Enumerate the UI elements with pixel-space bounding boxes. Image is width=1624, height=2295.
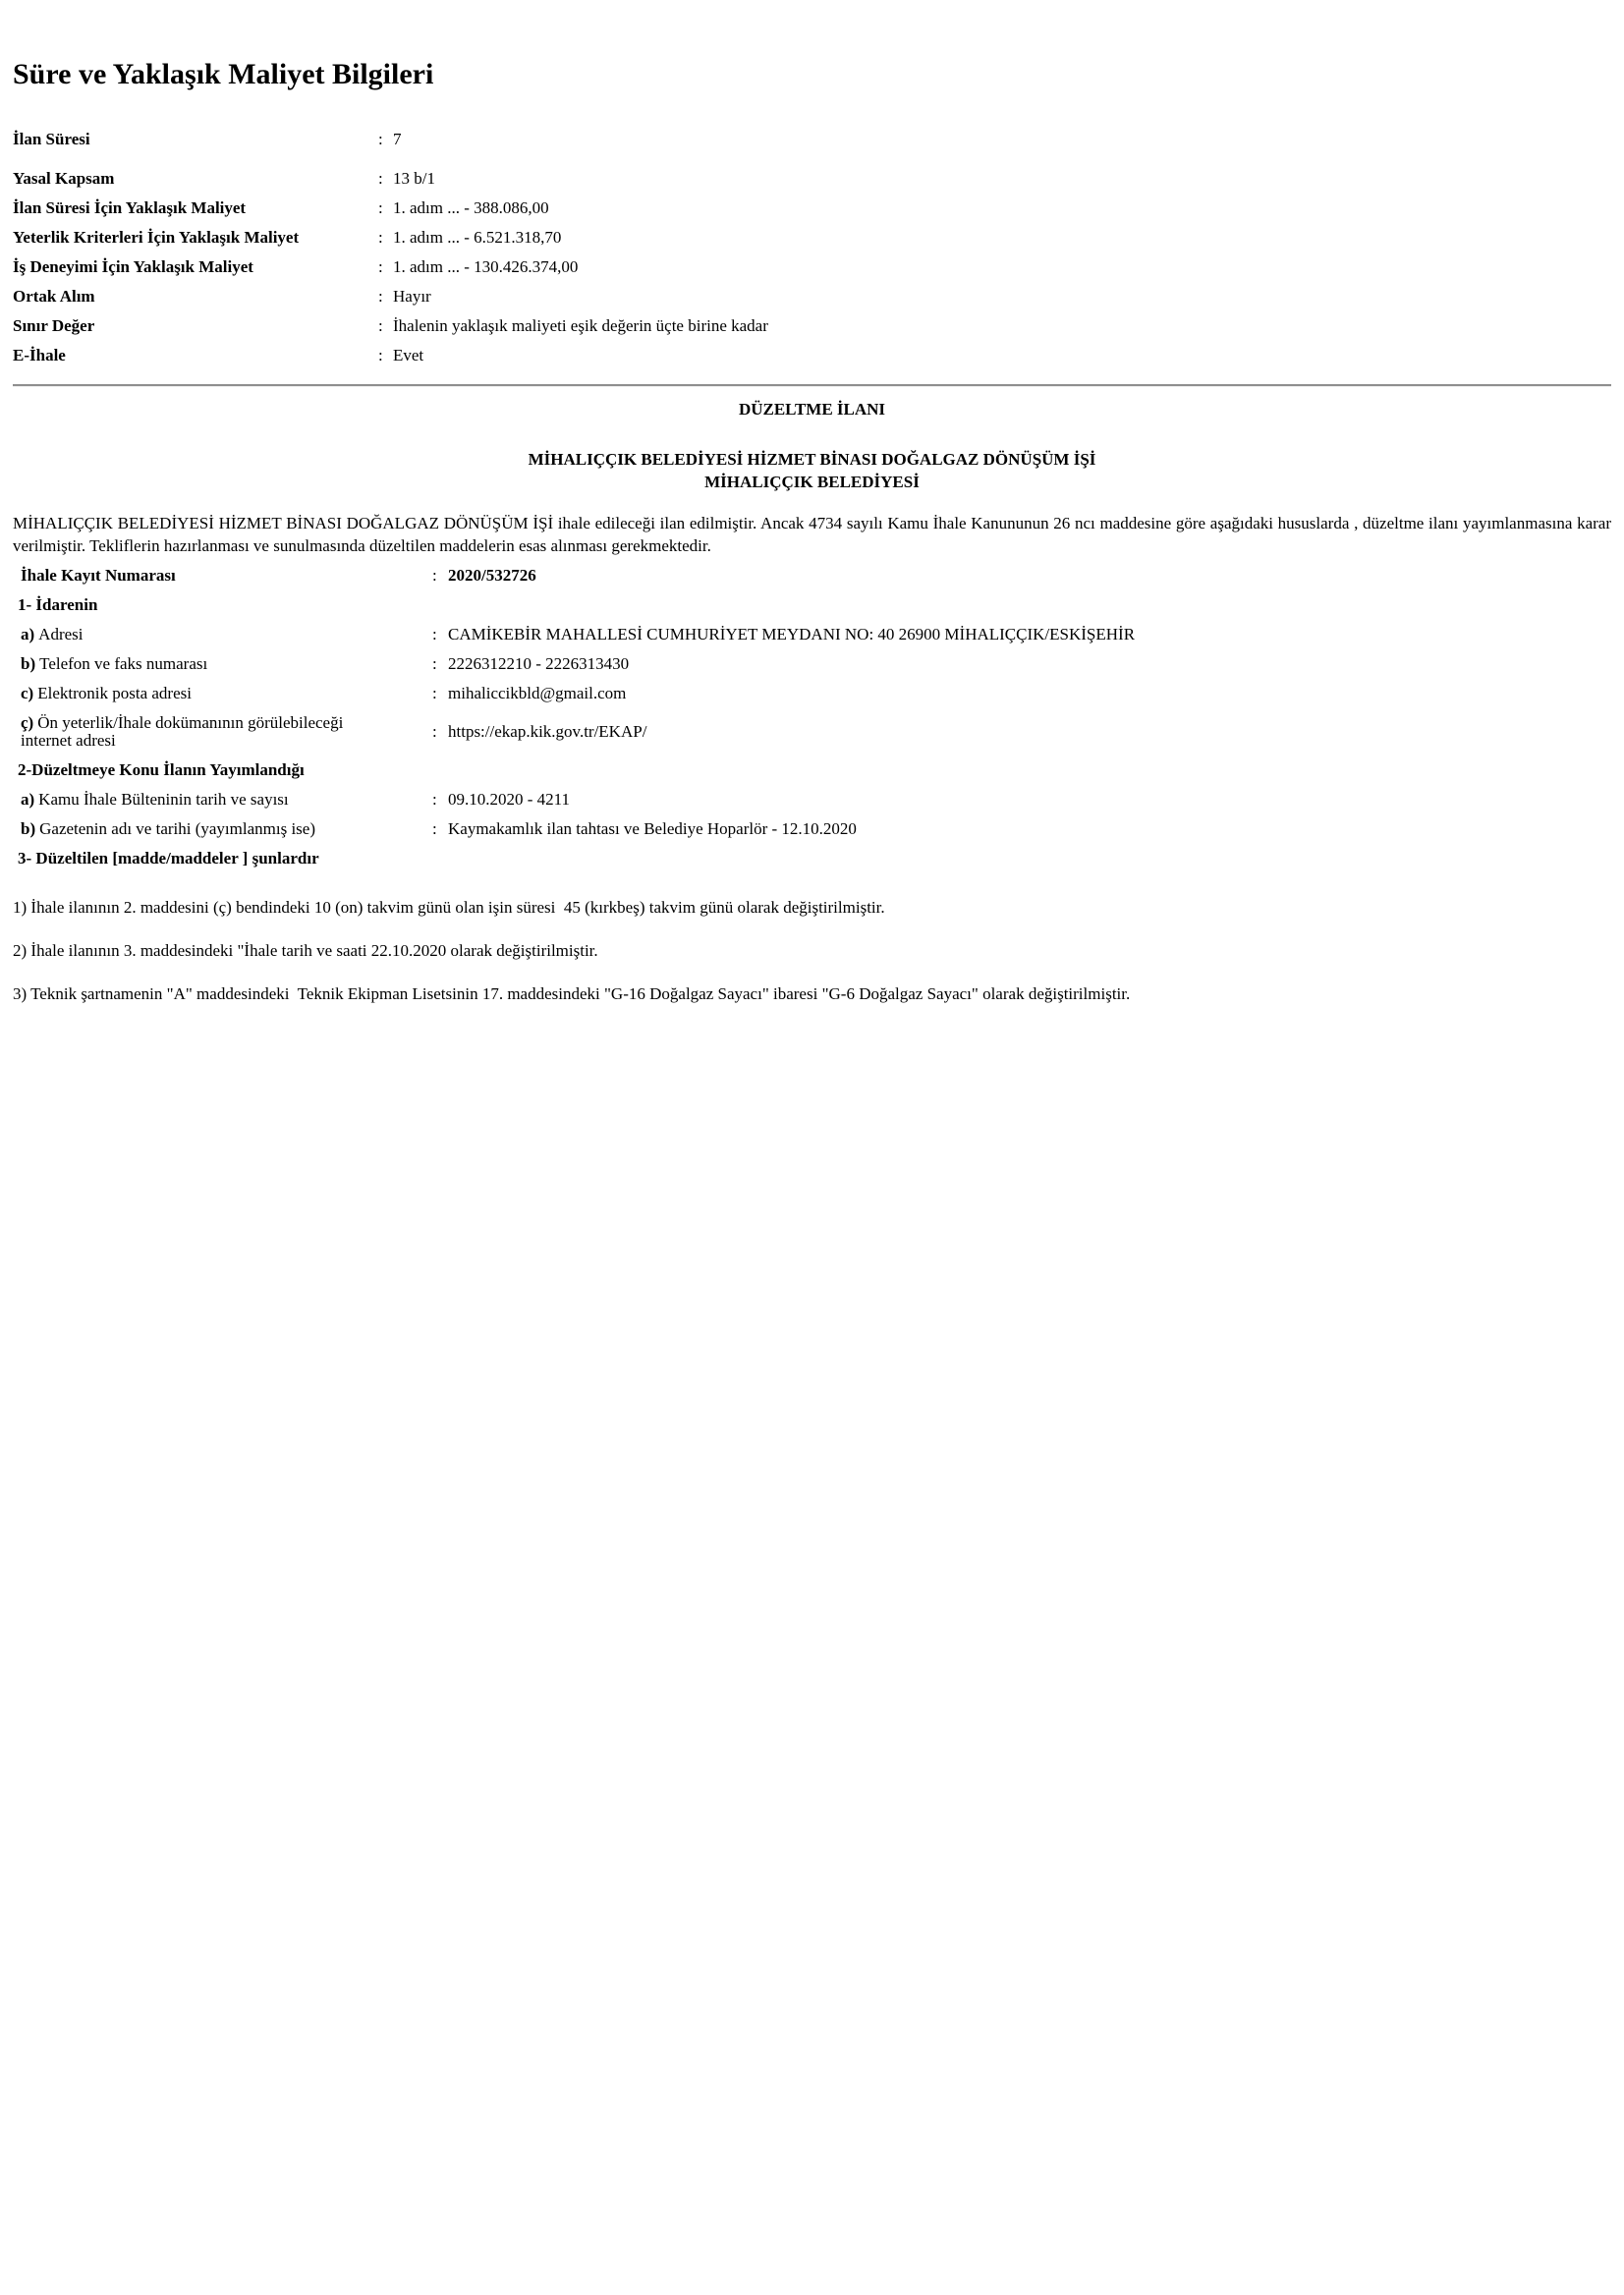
row-value: https://ekap.kik.gov.tr/EKAP/ [448, 722, 647, 741]
row-colon: : [432, 722, 437, 741]
row-value: İhalenin yaklaşık maliyeti eşik değerin üçte birine kadar [393, 316, 768, 335]
summary-table [13, 125, 1611, 370]
row-value: 2226312210 - 2226313430 [448, 654, 630, 673]
row-prefix: ç) [21, 713, 34, 732]
tender-title-line1: MİHALIÇÇIK BELEDİYESİ HİZMET BİNASI DOĞALGAZ DÖNÜŞÜM İŞİ [528, 450, 1096, 469]
row-value: 13 b/1 [393, 169, 435, 188]
row-label [13, 655, 432, 673]
table-row [13, 311, 1611, 341]
row-label: İş Deneyimi İçin Yaklaşık Maliyet [13, 257, 253, 276]
row-label: İhale Kayıt Numarası [21, 566, 176, 585]
row-prefix: b) [21, 819, 36, 838]
row-label [13, 685, 432, 702]
row-label: E-İhale [13, 346, 66, 364]
row-value: 1. adım ... - 130.426.374,00 [393, 257, 579, 276]
row-colon: : [378, 316, 383, 335]
section-header-duzeltilen-maddeler: 3- Düzeltilen [madde/maddeler ] şunlardır [18, 849, 319, 868]
row-label: Ortak Alım [13, 287, 95, 306]
row-colon: : [432, 654, 437, 673]
row-label: İlan Süresi İçin Yaklaşık Maliyet [13, 198, 247, 217]
row-label [13, 791, 432, 809]
table-row [13, 785, 1611, 814]
row-colon: : [432, 625, 437, 644]
row-value: Kaymakamlık ilan tahtası ve Belediye Hoparlör - 12.10.2020 [448, 819, 857, 838]
table-row [13, 649, 1611, 679]
section-divider [13, 384, 1611, 387]
row-value: CAMİKEBİR MAHALLESİ CUMHURİYET MEYDANI NO: 40 26900 MİHALIÇÇIK/ESKİŞEHİR [448, 625, 1136, 644]
row-colon: : [432, 819, 437, 838]
row-prefix: a) [21, 625, 35, 644]
row-label-text: Kamu İhale Bülteninin tarih ve sayısı [38, 790, 289, 809]
amendment-item: 1) İhale ilanının 2. maddesini (ç) bendindeki 10 (on) takvim günü olan işin süresi 45 (kırkbeş) takvim günü olarak değiştirilmiştir. [13, 898, 885, 917]
row-label-text: Adresi [38, 625, 84, 644]
row-label [13, 626, 432, 644]
row-colon: : [378, 287, 383, 306]
row-label-text: Gazetenin adı ve tarihi (yayımlanmış ise) [39, 819, 315, 838]
amendment-item: 3) Teknik şartnamenin "A" maddesindeki Teknik Ekipman Lisetsinin 17. maddesindeki "G-16 Doğalgaz Sayacı" ibaresi "G-6 Doğalgaz Sayacı" olarak değiştirilmiştir. [13, 984, 1131, 1003]
row-value: 1. adım ... - 388.086,00 [393, 198, 549, 217]
table-row [13, 125, 1611, 154]
row-value: 1. adım ... - 6.521.318,70 [393, 228, 562, 247]
row-prefix: a) [21, 790, 35, 809]
row-label: İlan Süresi [13, 130, 90, 148]
row-colon: : [378, 130, 383, 148]
row-colon: : [378, 257, 383, 276]
row-value: 2020/532726 [448, 566, 536, 585]
row-label [13, 714, 432, 750]
row-label-text: Telefon ve faks numarası [39, 654, 208, 673]
page-title: Süre ve Yaklaşık Maliyet Bilgileri [13, 58, 434, 90]
row-value: 7 [393, 130, 402, 148]
table-row [13, 223, 1611, 252]
ikn-row [13, 561, 1611, 590]
section-header-idarenin: 1- İdarenin [18, 595, 98, 614]
row-colon: : [378, 228, 383, 247]
row-prefix: c) [21, 684, 34, 702]
table-row [13, 341, 1611, 370]
table-row [13, 814, 1611, 844]
row-colon: : [378, 169, 383, 188]
table-row [13, 620, 1611, 649]
row-colon: : [378, 346, 383, 364]
row-label: Sınır Değer [13, 316, 95, 335]
intro-paragraph: MİHALIÇÇIK BELEDİYESİ HİZMET BİNASI DOĞALGAZ DÖNÜŞÜM İŞİ ihale edileceği ilan edilmiştir. Ancak 4734 sayılı Kamu İhale Kanununun 26 ncı maddesine göre aşağıdaki hususlarda , düzeltme ilanı yayımlanmasına karar verilmiştir. Tekliflerin hazırlanması ve sunulmasında düzeltilen maddelerin esas alınması gerekmektedir. [13, 514, 1611, 555]
row-value: 09.10.2020 - 4211 [448, 790, 571, 809]
row-label: Yasal Kapsam [13, 169, 115, 188]
table-row [13, 194, 1611, 223]
row-colon: : [378, 198, 383, 217]
table-row [13, 252, 1611, 282]
row-value: Hayır [393, 287, 431, 306]
tender-title [13, 448, 1611, 493]
row-label-text: Elektronik posta adresi [37, 684, 192, 702]
row-label: Yeterlik Kriterleri İçin Yaklaşık Maliyet [13, 228, 300, 247]
table-row [13, 282, 1611, 311]
table-row [13, 164, 1611, 194]
row-label-text: Ön yeterlik/İhale dokümanının görülebileceği internet adresi [21, 713, 344, 750]
table-row [13, 679, 1611, 708]
row-label [13, 820, 432, 838]
detail-table [13, 561, 1611, 873]
row-colon: : [432, 790, 437, 809]
row-colon: : [432, 684, 437, 702]
row-value: mihaliccikbld@gmail.com [448, 684, 627, 702]
tender-title-line2: MİHALIÇÇIK BELEDİYESİ [704, 473, 920, 491]
row-colon: : [432, 566, 437, 585]
table-row [13, 708, 1611, 756]
amendment-item: 2) İhale ilanının 3. maddesindeki "İhale tarih ve saati 22.10.2020 olarak değiştirilmiştir. [13, 941, 598, 960]
row-prefix: b) [21, 654, 36, 673]
correction-notice-heading: DÜZELTME İLANI [738, 400, 886, 419]
section-header-duzeltmeye-konu: 2-Düzeltmeye Konu İlanın Yayımlandığı [18, 760, 305, 779]
row-value: Evet [393, 346, 424, 364]
